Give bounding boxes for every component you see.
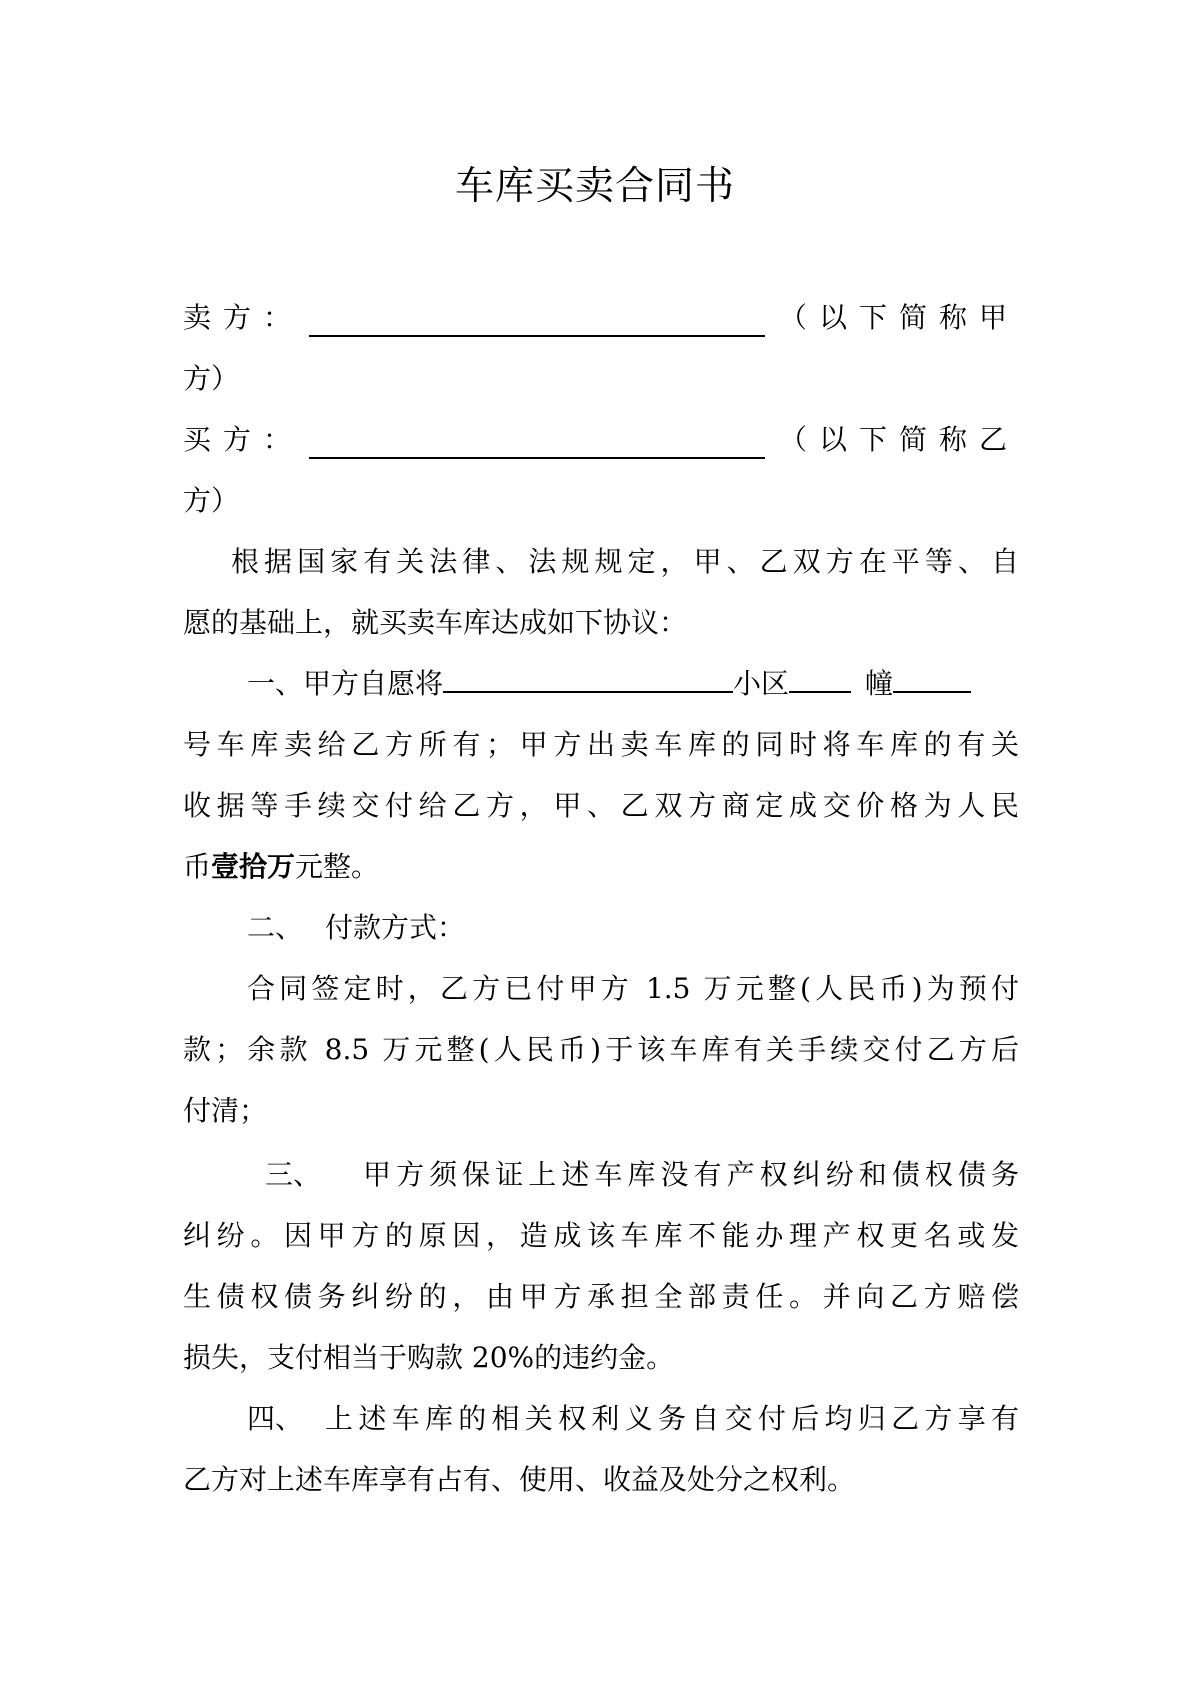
clause-2-line-2: 款；余款 8.5 万元整(人民币)于该车库有关手续交付乙方后 [183, 1033, 1019, 1066]
clause-3-line-2: 纠纷。因甲方的原因，造成该车库不能办理产权更名或发 [183, 1219, 1019, 1252]
seller-name-blank [309, 299, 765, 337]
clause-3-text: 甲方须保证上述车库没有产权纠纷和债权债务 [363, 1158, 1019, 1191]
clause-1-line-2: 号车库卖给乙方所有；甲方出卖车库的同时将车库的有关 [183, 728, 1019, 761]
buyer-name-blank [309, 421, 765, 459]
community-label: 小区 [733, 667, 790, 700]
number-blank [893, 657, 971, 693]
clause-4-line-1 [183, 1388, 1019, 1449]
buyer-note: （以下简称乙 [778, 423, 1019, 456]
document-title: 车库买卖合同书 [454, 164, 735, 209]
document-body [183, 287, 1019, 1510]
seller-label: 卖方： [183, 301, 304, 334]
clause-2-line-3: 付清； [183, 1094, 268, 1127]
clause-3-line-4: 损失，支付相当于购款 20%的违约金。 [183, 1341, 675, 1374]
seller-note-continued: 方） [183, 362, 240, 395]
clause-1-line-4 [183, 836, 1019, 897]
preamble-line-1: 根据国家有关法律、法规规定，甲、乙双方在平等、自 [231, 545, 1019, 578]
clause-1-line-1 [183, 653, 1019, 714]
clause-3-line-1 [183, 1144, 1019, 1205]
buyer-label: 买方： [183, 423, 304, 456]
buyer-note-continued: 方） [183, 484, 240, 517]
clause-3-line-3: 生债权债务纠纷的，由甲方承担全部责任。并向乙方赔偿 [183, 1280, 1019, 1313]
clause-4-text: 上述车库的相关权利义务自交付后均归乙方享有 [325, 1402, 1019, 1435]
preamble-line-2: 愿的基础上，就买卖车库达成如下协议： [183, 606, 688, 639]
clause-2-title: 付款方式： [325, 911, 466, 944]
clause-2-number: 二、 [247, 911, 304, 944]
seller-note: （以下简称甲 [778, 301, 1019, 334]
clause-4-line-2: 乙方对上述车库享有占有、使用、收益及处分之权利。 [183, 1463, 856, 1496]
seller-line [183, 287, 1019, 348]
currency-prefix: 币 [183, 850, 212, 883]
clause-4-number: 四、 [247, 1402, 304, 1435]
clause-1-intro: 一、甲方自愿将 [247, 667, 444, 700]
clause-1-line-3: 收据等手续交付给乙方，甲、乙双方商定成交价格为人民 [183, 789, 1019, 822]
clause-2-line-1: 合同签定时，乙方已付甲方 1.5 万元整(人民币)为预付 [247, 972, 1019, 1005]
building-blank [789, 657, 851, 693]
price-amount: 壹拾万 [211, 850, 296, 883]
building-label: 幢 [865, 667, 894, 700]
buyer-line [183, 409, 1019, 470]
price-suffix: 元整。 [295, 850, 380, 883]
clause-3-number: 三、 [265, 1158, 322, 1191]
community-blank [443, 657, 733, 693]
clause-2-heading [183, 897, 1019, 958]
